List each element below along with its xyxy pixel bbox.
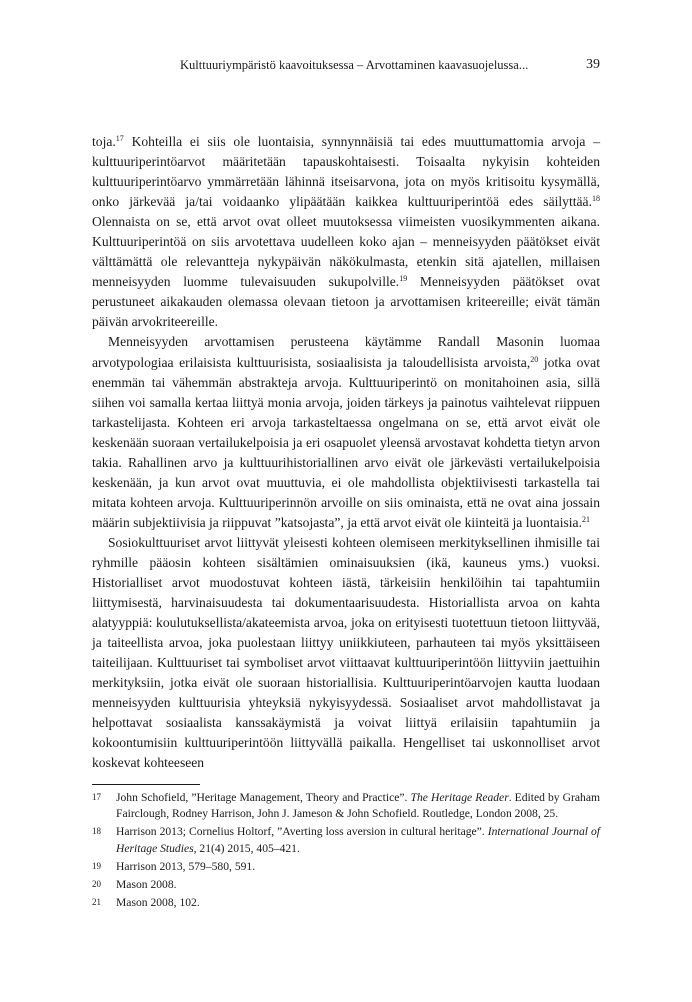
footnote-ref-17[interactable]: 17 [115,134,124,143]
footnote-text [116,824,600,856]
paragraph-text: Sosiokulttuuriset arvot liittyvät yleisesti kohteen olemiseen merkityksellinen ihmisille tai ryhmille pääosin kohteen sisältämien ominaisuuksien (ikä, kauneus yms.) vuoksi. Historialliset arvot muodostuvat kohteen iästä, tärkeisiin henkilöihin tai tapahtumiin liittymisestä, harvinaisuudesta tai dokumentaarisuudesta. Historiallista arvoa on kahta alatyyppiä: koulutuksellista/akateemista arvoa, joka on erityisesti tuotettuun tietoon liittyvää, ja taiteellista arvoa, joka puolestaan liittyy uniikkiuteen, parhauteen tai myös yksittäiseen taiteilijaan. Kulttuuriset tai symboliset arvot viittaavat kulttuuriperintöön liittyviin jaettuihin merkityksiin, jotka eivät ole suoraan historiallisia. Kulttuuriperintöarvojen kautta luodaan menneisyyden kulttuurisia yhteyksiä nykyisyydessä. Sosiaaliset arvot mahdollistavat ja helpottavat sosiaalista kanssakäymistä ja voivat liittyä erilaisiin tapahtumiin ja kokoontumisiin kulttuuriperintöön liittyvällä paikalla. Hengelliset tai uskonnolliset arvot koskevat kohteeseen [92,534,600,771]
page-number: 39 [586,57,600,72]
footnote-ref-18[interactable]: 18 [592,194,600,204]
footnote-text: Mason 2008. [116,878,177,892]
running-header [92,56,600,74]
paragraph-text: jotka ovat enemmän tai vähemmän abstrakteja arvoja. Kulttuuriperintö on monitahoinen asia, sillä siihen voi samalla kertaa liittyä monia arvoja, joiden tärkeys ja painotus vaihtelevat riippuen tarkastelijasta. Kohteen eri arvoja tarkasteltaessa ongelmana on se, että arvot eivät ole keskenään suoraan vertailukelpoisia ja eri osapuolet yleensä arvostavat kohdetta tietyn arvon takia. Rahallinen arvo ja kulttuurihistoriallinen arvo eivät ole järkevästi vertailukelpoisia keskenään, ja kun arvot ovat muuttuvia, ei ole mahdollista objektiivisesti tarkastella tai mitata kohteen arvoja. Kulttuuriperinnön arvoille on siis ominaista, että ne ovat aina jossain määrin subjektiivisia ja riippuvat ”katsojasta”, ja että arvot eivät ole kiinteitä ja luontaisia. [92,354,600,530]
running-title: Kulttuuriympäristö kaavoituksessa – Arvottaminen kaavasuojelussa... [180,58,529,72]
footnote-separator [92,784,200,785]
footnote-number: 18 [92,826,101,837]
footnote-21 [92,895,600,911]
paragraph-1 [92,132,600,332]
footnote-17 [92,790,600,822]
paragraph-3 [92,533,600,774]
footnote-text: Mason 2008, 102. [116,896,200,910]
footnote-number: 19 [92,860,101,871]
footnote-text [116,790,600,822]
paragraph-2 [92,332,600,532]
body-text [92,132,600,774]
footnotes [92,790,600,913]
paragraph-text: Olennaista on se, että arvot ovat olleet muutoksessa viimeisten vuosikymmenten aikana. Kulttuuriperintöä on siis arvotettava uudelleen koko ajan – menneisyyden päätökset eivät välttämättä ole relevantteja nykypäivän näkökulmasta, etenkin sitä ajatellen, millaisen menneisyyden luomme tulevaisuuden sukupolville. [92,214,600,290]
paragraph-text: Kohteilla ei siis ole luontaisia, synnynnäisiä tai edes muuttumattomia arvoja – kulttuuriperintöarvot määritetään tapauskohtaisesti. Toisaalta nykyisin kohteiden kulttuuriperintöarvo ymmärretään lähinnä itseisarvona, jota on myös kritisoitu kysymällä, onko järkevää ja/tai voidaanko ylipäätään kaikkea kulttuuriperintöä edes säilyttää. [92,134,600,210]
footnote-text-part: , 21(4) 2015, 405–421. [193,841,300,855]
footnote-text-part: Harrison 2013; Cornelius Holtorf, ”Averting loss aversion in cultural heritage”. [116,825,488,839]
footnote-text: Harrison 2013, 579–580, 591. [116,859,256,873]
footnote-19 [92,859,600,875]
paragraph-text: toja. [92,134,116,149]
footnote-ref-19[interactable]: 19 [399,274,408,284]
footnote-18 [92,824,600,856]
footnote-text-part: . Edited by Graham Fairclough, Rodney Harrison, John J. Jameson & John Schofield. Routledge, London 2008, 25. [116,791,600,821]
footnote-number: 17 [92,792,101,802]
paragraph-text: Menneisyyden päätökset ovat perustuneet aikakauden olemassa olevaan tietoon ja arvottamisen kriteereille; eivät tämän päivän arvokriteereille. [92,274,600,330]
footnote-title-italic: International Journal of Heritage Studies [116,825,600,855]
footnote-number: 21 [92,897,101,908]
footnote-number: 20 [92,879,101,890]
footnote-text-part: John Schofield, ”Heritage Management, Theory and Practice”. [116,791,411,804]
footnote-ref-21[interactable]: 21 [581,514,590,524]
paragraph-text: Menneisyyden arvottamisen perusteena käytämme Randall Masonin luomaa arvotypologiaa erilaisista kulttuurisista, sosiaalisista ja taloudellisista arvoista, [92,334,600,370]
footnote-ref-20[interactable]: 20 [530,354,539,364]
footnote-20 [92,877,600,893]
footnote-title-italic: The Heritage Reader [410,791,509,804]
